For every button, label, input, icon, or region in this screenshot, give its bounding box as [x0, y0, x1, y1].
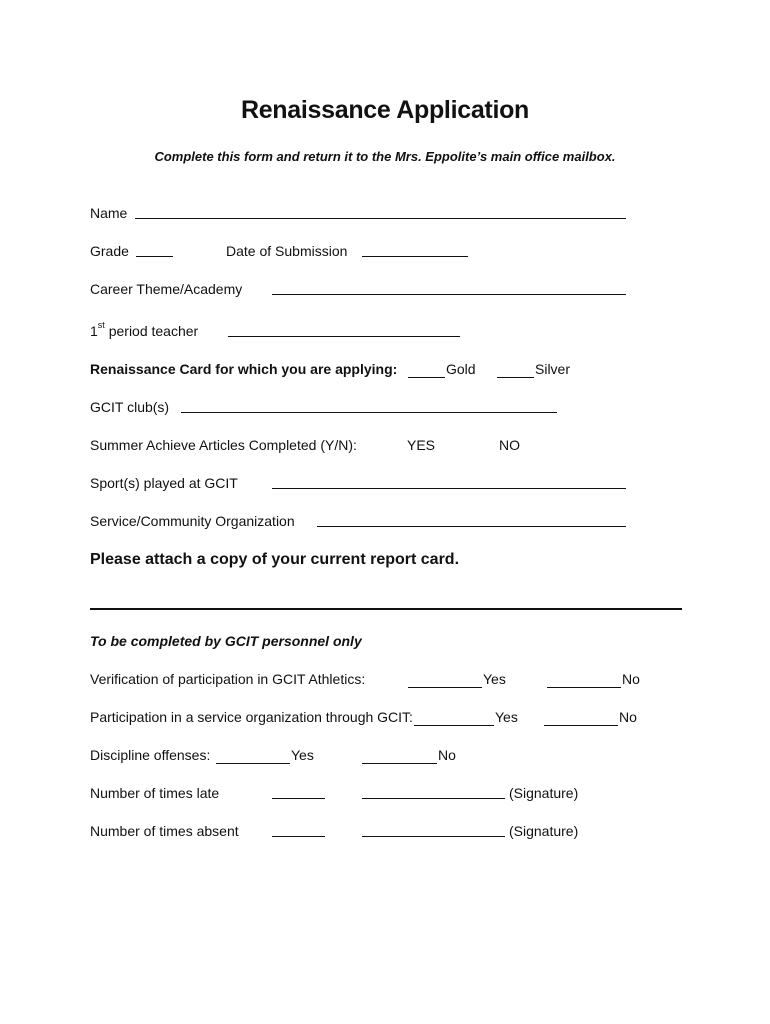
- period-teacher-label: [90, 322, 198, 342]
- sports-field[interactable]: [272, 488, 626, 489]
- card-label: Renaissance Card for which you are applying:: [90, 361, 398, 377]
- times-absent-label: Number of times absent: [90, 823, 239, 839]
- card-silver-blank[interactable]: [497, 363, 534, 378]
- card-gold-label: Gold: [446, 361, 476, 377]
- discipline-no-label: No: [438, 747, 456, 763]
- attach-report-card-note: Please attach a copy of your current report card.: [90, 551, 460, 568]
- name-label: Name: [90, 205, 128, 221]
- summer-no-option[interactable]: NO: [499, 437, 520, 453]
- period-teacher-text: period teacher: [108, 323, 199, 339]
- page-title: Renaissance Application: [240, 96, 530, 124]
- athletics-yes-blank[interactable]: [408, 673, 482, 688]
- service-yes-option[interactable]: [414, 708, 518, 726]
- grade-field[interactable]: [136, 256, 173, 257]
- service-yes-label: Yes: [495, 709, 518, 725]
- discipline-yes-option[interactable]: [216, 746, 314, 764]
- personnel-heading: To be completed by GCIT personnel only: [90, 633, 362, 649]
- times-absent-signature-label: (Signature): [509, 823, 579, 839]
- athletics-no-option[interactable]: [547, 670, 640, 688]
- name-field[interactable]: [135, 218, 626, 219]
- service-yes-blank[interactable]: [414, 711, 494, 726]
- times-late-field[interactable]: [272, 798, 325, 799]
- card-gold-option[interactable]: [408, 360, 476, 378]
- date-of-submission-label: Date of Submission: [226, 243, 348, 259]
- times-absent-signature-field[interactable]: [362, 836, 505, 837]
- career-theme-label: Career Theme/Academy: [90, 281, 243, 297]
- discipline-yes-label: Yes: [291, 747, 314, 763]
- service-no-option[interactable]: [544, 708, 637, 726]
- athletics-yes-label: Yes: [483, 671, 506, 687]
- card-silver-label: Silver: [535, 361, 571, 377]
- discipline-yes-blank[interactable]: [216, 749, 290, 764]
- clubs-field[interactable]: [181, 412, 557, 413]
- times-late-label: Number of times late: [90, 785, 220, 801]
- card-silver-option[interactable]: [497, 360, 570, 378]
- clubs-label: GCIT club(s): [90, 399, 170, 415]
- period-number: 1: [90, 323, 98, 339]
- service-no-label: No: [619, 709, 637, 725]
- service-org-label: Service/Community Organization: [90, 513, 295, 529]
- summer-achieve-label: Summer Achieve Articles Completed (Y/N):: [90, 437, 357, 453]
- card-gold-blank[interactable]: [408, 363, 445, 378]
- career-theme-field[interactable]: [272, 294, 626, 295]
- section-divider: [90, 608, 682, 610]
- athletics-no-label: No: [622, 671, 640, 687]
- service-no-blank[interactable]: [544, 711, 618, 726]
- form-instructions: Complete this form and return it to the Mrs. Eppolite’s main office mailbox.: [154, 149, 616, 164]
- service-participation-label: Participation in a service organization through GCIT:: [90, 709, 413, 725]
- date-of-submission-field[interactable]: [362, 256, 468, 257]
- service-org-field[interactable]: [317, 526, 626, 527]
- discipline-no-option[interactable]: [362, 746, 456, 764]
- period-suffix: st: [97, 320, 105, 330]
- times-late-signature-label: (Signature): [509, 785, 579, 801]
- times-absent-field[interactable]: [272, 836, 325, 837]
- discipline-label: Discipline offenses:: [90, 747, 211, 763]
- summer-yes-option[interactable]: YES: [407, 437, 436, 453]
- times-late-signature-field[interactable]: [362, 798, 505, 799]
- athletics-yes-option[interactable]: [408, 670, 506, 688]
- athletics-label: Verification of participation in GCIT Athletics:: [90, 671, 366, 687]
- discipline-no-blank[interactable]: [362, 749, 437, 764]
- period-teacher-field[interactable]: [228, 336, 460, 337]
- sports-label: Sport(s) played at GCIT: [90, 475, 238, 491]
- athletics-no-blank[interactable]: [547, 673, 621, 688]
- grade-label: Grade: [90, 243, 129, 259]
